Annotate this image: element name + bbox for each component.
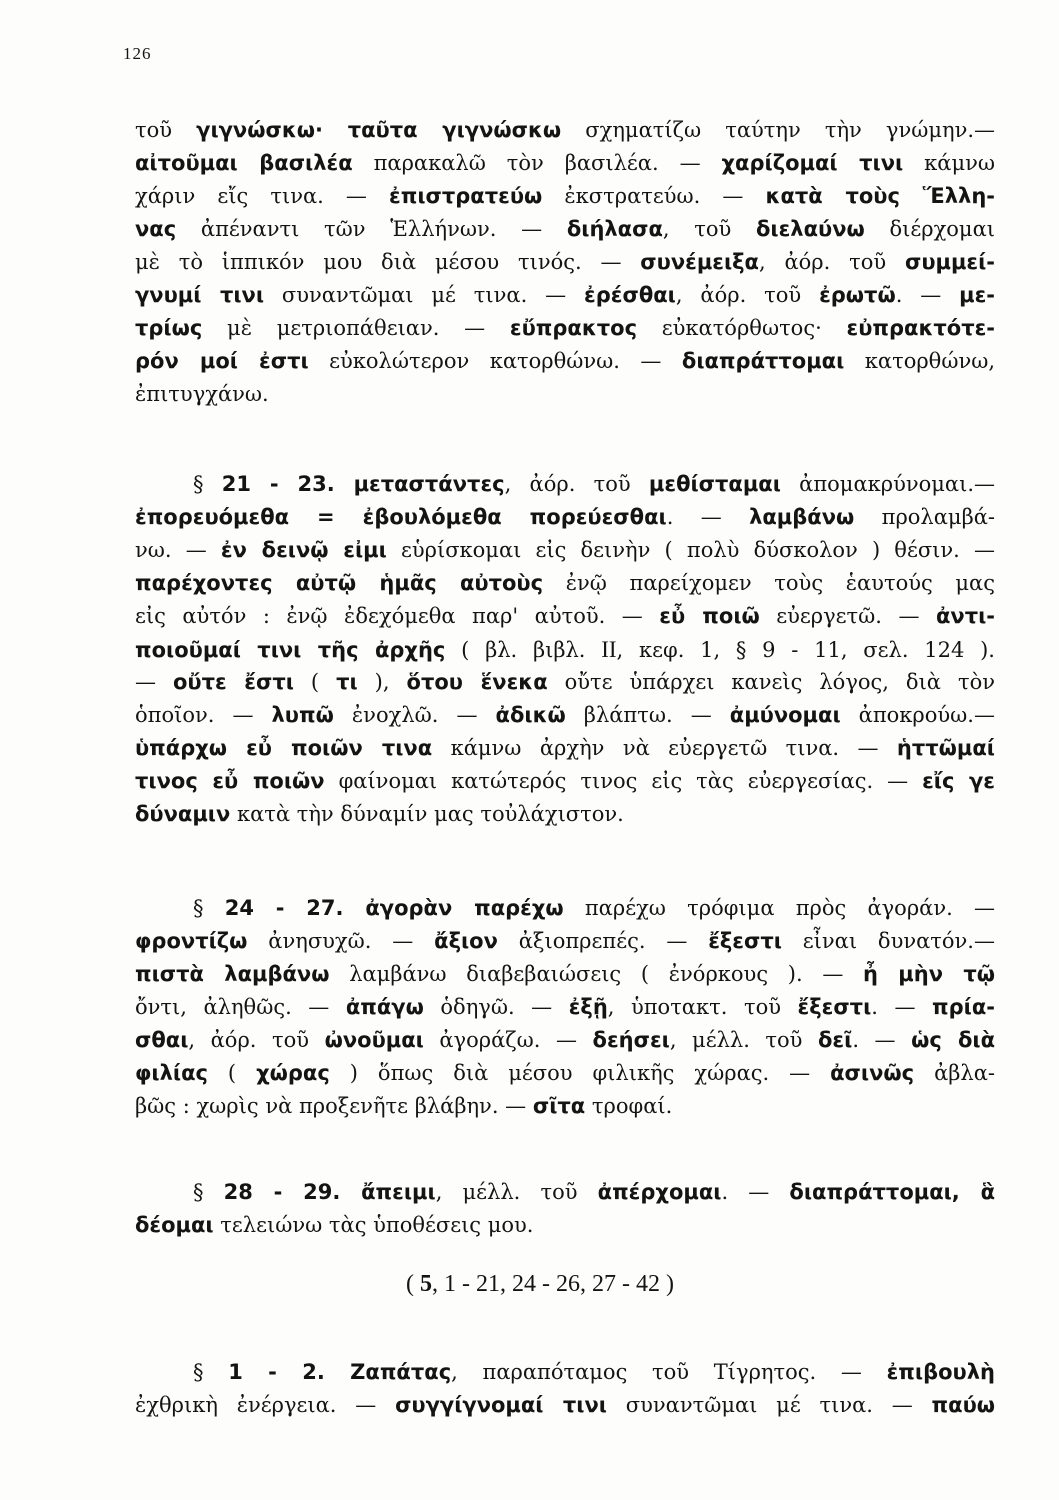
text-line: μὲ τὸ ἱππικόν μου διὰ μέσου τινός. — συνέμειξα, ἀόρ. τοῦ συμμεί- bbox=[135, 250, 995, 274]
text-line: φροντίζω ἀνησυχῶ. — ἄξιον ἀξιοπρεπές. — ἔξεστι εἶναι δυνατόν.— bbox=[135, 929, 995, 953]
text-line: νω. — ἐν δεινῷ εἰμι εὑρίσκομαι εἰς δεινὴν ( πολὺ δύσκολον ) θέσιν. — bbox=[135, 538, 995, 562]
text-line: εἰς αὐτόν : ἐνῷ ἐδεχόμεθα παρ' αὐτοῦ. — εὖ ποιῶ εὐεργετῶ. — ἀντι- bbox=[135, 604, 996, 628]
text-line: πιστὰ λαμβάνω λαμβάνω διαβεβαιώσεις ( ἐνόρκους ). — ἦ μὴν τῷ bbox=[135, 962, 995, 986]
text-line: τρίως μὲ μετριοπάθειαν. — εὔπρακτος εὐκατόρθωτος· εὐπρακτότε- bbox=[135, 316, 995, 340]
paragraph-1 bbox=[135, 114, 995, 411]
text-line: νας ἀπέναντι τῶν Ἑλλήνων. — διήλασα, τοῦ διελαύνω διέρχομαι bbox=[135, 217, 995, 241]
text-line: σθαι, ἀόρ. τοῦ ὠνοῦμαι ἀγοράζω. — δεήσει, μέλλ. τοῦ δεῖ. — ὡς διὰ bbox=[135, 1028, 995, 1052]
text-line: βῶς : χωρὶς νὰ προξενῆτε βλάβην. — σῖτα τροφαί. bbox=[135, 1094, 673, 1118]
paragraph-2 bbox=[135, 468, 995, 831]
section-reference-line: ( 5, 1 - 21, 24 - 26, 27 - 42 ) bbox=[406, 1271, 674, 1297]
text-line: § 28 - 29. ἄπειμι, μέλλ. τοῦ ἀπέρχομαι. — διαπράττομαι, ἃ bbox=[193, 1180, 995, 1204]
text-line: τοῦ γιγνώσκω· ταῦτα γιγνώσκω σχηματίζω ταύτην τὴν γνώμην.— bbox=[135, 118, 996, 142]
text-line: § 21 - 23. μεταστάντες, ἀόρ. τοῦ μεθίσταμαι ἀπομακρύνομαι.— bbox=[193, 472, 996, 496]
text-line: ἐπιτυγχάνω. bbox=[135, 382, 269, 406]
text-line: ὄντι, ἀληθῶς. — ἀπάγω ὁδηγῶ. — ἐξῇ, ὑποτακτ. τοῦ ἔξεστι. — πρία- bbox=[135, 995, 996, 1019]
text-line: ἐπορευόμεθα = ἐβουλόμεθα πορεύεσθαι. — λαμβάνω προλαμβά- bbox=[135, 505, 995, 529]
text-line: φιλίας ( χώρας ) ὅπως διὰ μέσου φιλικῆς χώρας. — ἀσινῶς ἀβλα- bbox=[135, 1061, 995, 1085]
paragraph-3 bbox=[135, 892, 995, 1123]
text-line: § 1 - 2. Ζαπάτας, παραπόταμος τοῦ Τίγρητος. — ἐπιβουλὴ bbox=[193, 1360, 995, 1384]
text-line: αἰτοῦμαι βασιλέα παρακαλῶ τὸν βασιλέα. — χαρίζομαί τινι κάμνω bbox=[135, 151, 995, 175]
text-line: § 24 - 27. ἀγορὰν παρέχω παρέχω τρόφιμα πρὸς ἀγοράν. — bbox=[193, 896, 995, 920]
text-line: δύναμιν κατὰ τὴν δύναμίν μας τοὐλάχιστον. bbox=[135, 802, 624, 826]
page-number: 126 bbox=[123, 44, 152, 63]
text-line: δέομαι τελειώνω τὰς ὑποθέσεις μου. bbox=[135, 1213, 534, 1237]
text-line: παρέχοντες αὐτῷ ἡμᾶς αὐτοὺς ἐνῷ παρείχομεν τοὺς ἑαυτούς μας bbox=[135, 571, 995, 595]
text-line: χάριν εἴς τινα. — ἐπιστρατεύω ἐκστρατεύω. — κατὰ τοὺς Ἕλλη- bbox=[135, 184, 995, 208]
paragraph-5 bbox=[135, 1356, 995, 1422]
text-line: ποιοῦμαί τινι τῆς ἀρχῆς ( βλ. βιβλ. II, κεφ. 1, § 9 - 11, σελ. 124 ). bbox=[135, 637, 995, 662]
text-line: ὑπάρχω εὖ ποιῶν τινα κάμνω ἀρχὴν νὰ εὐεργετῶ τινα. — ἡττῶμαί bbox=[135, 736, 995, 760]
text-line: ἐχθρικὴ ἐνέργεια. — συγγίγνομαί τινι συναντῶμαι μέ τινα. — παύω bbox=[135, 1393, 996, 1417]
text-line: τινος εὖ ποιῶν φαίνομαι κατώτερός τινος εἰς τὰς εὐεργεσίας. — εἴς γε bbox=[135, 769, 995, 793]
text-line: γνυμί τινι συναντῶμαι μέ τινα. — ἐρέσθαι, ἀόρ. τοῦ ἐρωτῶ. — με- bbox=[135, 283, 996, 307]
text-line: — οὔτε ἔστι ( τι ), ὅτου ἕνεκα οὔτε ὑπάρχει κανεὶς λόγος, διὰ τὸν bbox=[135, 670, 995, 694]
section-reference bbox=[135, 1268, 995, 1301]
text-line: ρόν μοί ἐστι εὐκολώτερον κατορθώνω. — διαπράττομαι κατορθώνω, bbox=[135, 349, 996, 373]
paragraph-4 bbox=[135, 1176, 995, 1242]
text-line: ὁποῖον. — λυπῶ ἐνοχλῶ. — ἀδικῶ βλάπτω. — ἀμύνομαι ἀποκρούω.— bbox=[135, 703, 995, 727]
